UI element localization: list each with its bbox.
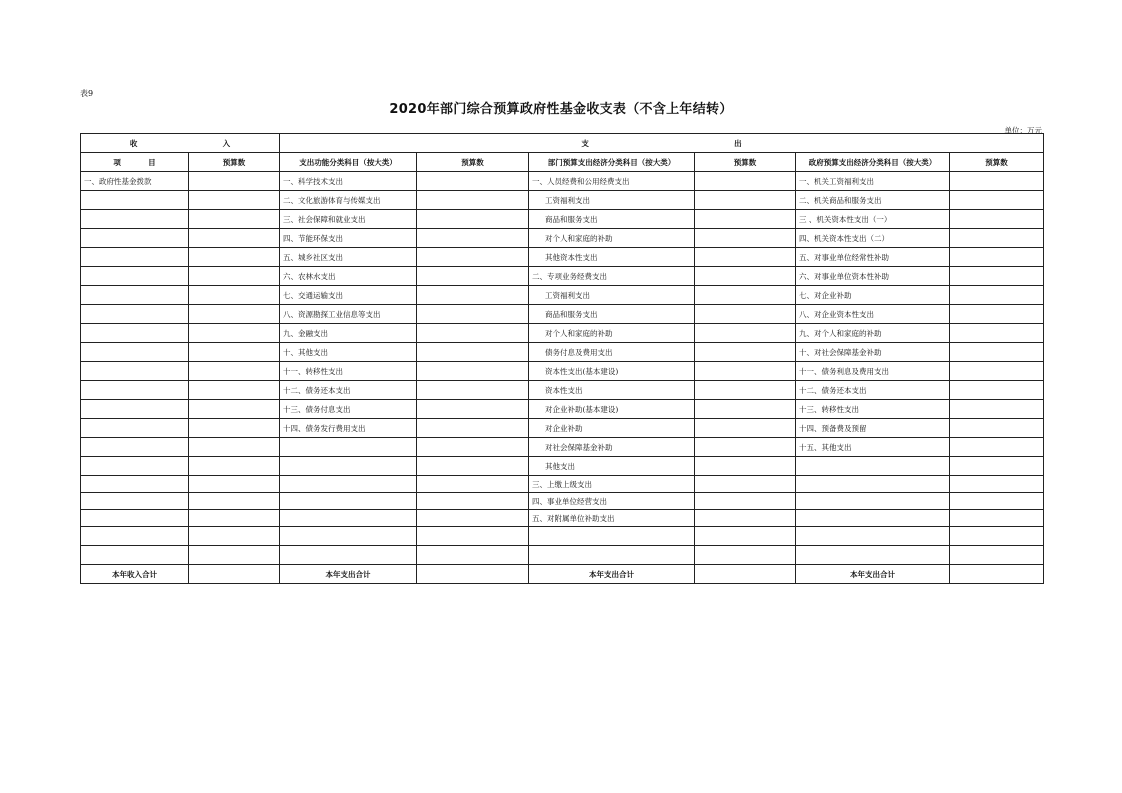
func-amount-cell	[417, 476, 529, 493]
gov-item-cell: 二、机关商品和服务支出	[796, 191, 950, 210]
gov-amount-cell	[950, 527, 1044, 546]
income-item-cell	[81, 438, 189, 457]
table-row	[81, 210, 1044, 229]
gov-item-cell	[796, 527, 950, 546]
income-amount-cell	[189, 172, 280, 191]
income-amount-cell	[189, 305, 280, 324]
func-amount-cell	[417, 510, 529, 527]
income-item-cell	[81, 286, 189, 305]
table-body	[81, 172, 1044, 565]
gov-item-cell: 八、对企业资本性支出	[796, 305, 950, 324]
gov-item-cell: 十四、预备费及预留	[796, 419, 950, 438]
func-amount-cell	[417, 267, 529, 286]
income-amount-cell	[189, 191, 280, 210]
dept-amount-cell	[695, 400, 796, 419]
func-amount-cell	[417, 438, 529, 457]
dept-amount-cell	[695, 191, 796, 210]
dept-amount-cell	[695, 248, 796, 267]
dept-item-cell: 资本性支出	[529, 381, 695, 400]
gov-amount-cell	[950, 210, 1044, 229]
table-row	[81, 438, 1044, 457]
gov-amount-cell	[950, 172, 1044, 191]
col-header-amount-dept: 预算数	[695, 153, 796, 172]
dept-amount-cell	[695, 286, 796, 305]
func-item-cell: 一、科学技术支出	[280, 172, 417, 191]
total-dept-label: 本年支出合计	[529, 565, 695, 584]
table-row	[81, 343, 1044, 362]
gov-amount-cell	[950, 546, 1044, 565]
table-row	[81, 457, 1044, 476]
dept-item-cell: 对企业补助(基本建设)	[529, 400, 695, 419]
gov-item-cell	[796, 476, 950, 493]
income-amount-cell	[189, 527, 280, 546]
income-amount-cell	[189, 457, 280, 476]
income-group-char-2: 入	[222, 138, 231, 148]
unit-label: 单位：万元	[1004, 126, 1042, 135]
income-amount-cell	[189, 362, 280, 381]
func-item-cell: 十一、转移性支出	[280, 362, 417, 381]
func-amount-cell	[417, 457, 529, 476]
dept-item-cell: 其他资本性支出	[529, 248, 695, 267]
table-row	[81, 400, 1044, 419]
gov-item-cell: 十二、债务还本支出	[796, 381, 950, 400]
gov-amount-cell	[950, 229, 1044, 248]
dept-amount-cell	[695, 546, 796, 565]
gov-item-cell	[796, 493, 950, 510]
func-amount-cell	[417, 419, 529, 438]
gov-amount-cell	[950, 400, 1044, 419]
col-header-amount-gov: 预算数	[950, 153, 1044, 172]
gov-amount-cell	[950, 438, 1044, 457]
dept-item-cell: 对个人和家庭的补助	[529, 229, 695, 248]
func-amount-cell	[417, 172, 529, 191]
gov-amount-cell	[950, 324, 1044, 343]
func-item-cell: 五、城乡社区支出	[280, 248, 417, 267]
gov-item-cell	[796, 457, 950, 476]
table-row	[81, 362, 1044, 381]
income-amount-cell	[189, 286, 280, 305]
func-amount-cell	[417, 305, 529, 324]
func-amount-cell	[417, 381, 529, 400]
income-amount-cell	[189, 210, 280, 229]
gov-item-cell: 六、对事业单位资本性补助	[796, 267, 950, 286]
dept-item-cell: 三、上缴上级支出	[529, 476, 695, 493]
dept-amount-cell	[695, 476, 796, 493]
col-header-func: 支出功能分类科目（按大类）	[280, 153, 417, 172]
func-amount-cell	[417, 546, 529, 565]
table-row	[81, 267, 1044, 286]
income-item-cell	[81, 191, 189, 210]
col-header-item-char-2: 目	[148, 157, 156, 167]
income-amount-cell	[189, 229, 280, 248]
func-item-cell: 十四、债务发行费用支出	[280, 419, 417, 438]
table-row	[81, 172, 1044, 191]
income-item-cell	[81, 510, 189, 527]
gov-item-cell: 七、对企业补助	[796, 286, 950, 305]
gov-amount-cell	[950, 510, 1044, 527]
dept-item-cell: 四、事业单位经营支出	[529, 493, 695, 510]
dept-item-cell: 一、人员经费和公用经费支出	[529, 172, 695, 191]
page-title: 2020年部门综合预算政府性基金收支表（不含上年结转）	[389, 102, 733, 117]
income-amount-cell	[189, 510, 280, 527]
dept-item-cell: 工资福利支出	[529, 286, 695, 305]
income-amount-cell	[189, 343, 280, 362]
func-item-cell: 十二、债务还本支出	[280, 381, 417, 400]
dept-amount-cell	[695, 527, 796, 546]
income-group-header	[81, 134, 280, 153]
dept-amount-cell	[695, 324, 796, 343]
func-amount-cell	[417, 400, 529, 419]
func-item-cell	[280, 476, 417, 493]
total-income-amount	[189, 565, 280, 584]
func-item-cell: 十、其他支出	[280, 343, 417, 362]
total-gov-amount	[950, 565, 1044, 584]
table-row	[81, 248, 1044, 267]
income-amount-cell	[189, 267, 280, 286]
totals-row	[81, 565, 1044, 584]
dept-amount-cell	[695, 457, 796, 476]
table-row	[81, 191, 1044, 210]
total-income-label: 本年收入合计	[81, 565, 189, 584]
income-amount-cell	[189, 400, 280, 419]
gov-item-cell: 三 、机关资本性支出（一）	[796, 210, 950, 229]
dept-item-cell: 其他支出	[529, 457, 695, 476]
income-amount-cell	[189, 438, 280, 457]
gov-amount-cell	[950, 343, 1044, 362]
func-item-cell	[280, 510, 417, 527]
income-amount-cell	[189, 493, 280, 510]
func-amount-cell	[417, 527, 529, 546]
gov-item-cell: 十三、转移性支出	[796, 400, 950, 419]
func-item-cell: 四、节能环保支出	[280, 229, 417, 248]
func-amount-cell	[417, 191, 529, 210]
func-amount-cell	[417, 210, 529, 229]
income-item-cell	[81, 400, 189, 419]
dept-item-cell: 对社会保障基金补助	[529, 438, 695, 457]
gov-amount-cell	[950, 362, 1044, 381]
gov-amount-cell	[950, 267, 1044, 286]
income-item-cell	[81, 527, 189, 546]
income-group-char-1: 收	[129, 138, 138, 148]
income-item-cell	[81, 457, 189, 476]
gov-item-cell	[796, 546, 950, 565]
table-row	[81, 229, 1044, 248]
table-row	[81, 493, 1044, 510]
gov-amount-cell	[950, 419, 1044, 438]
income-amount-cell	[189, 476, 280, 493]
budget-table	[80, 133, 1044, 584]
income-item-cell	[81, 210, 189, 229]
total-gov-label: 本年支出合计	[796, 565, 950, 584]
gov-amount-cell	[950, 305, 1044, 324]
func-item-cell: 十三、债务付息支出	[280, 400, 417, 419]
func-item-cell: 三、社会保障和就业支出	[280, 210, 417, 229]
func-item-cell	[280, 546, 417, 565]
gov-amount-cell	[950, 493, 1044, 510]
gov-item-cell: 十五、其他支出	[796, 438, 950, 457]
func-amount-cell	[417, 286, 529, 305]
func-item-cell	[280, 438, 417, 457]
gov-item-cell: 十一、债务利息及费用支出	[796, 362, 950, 381]
total-dept-amount	[695, 565, 796, 584]
func-item-cell: 九、金融支出	[280, 324, 417, 343]
func-amount-cell	[417, 248, 529, 267]
func-item-cell: 七、交通运输支出	[280, 286, 417, 305]
income-amount-cell	[189, 324, 280, 343]
dept-amount-cell	[695, 510, 796, 527]
gov-amount-cell	[950, 381, 1044, 400]
dept-item-cell: 五、对附属单位补助支出	[529, 510, 695, 527]
group-header-row	[81, 134, 1044, 153]
dept-amount-cell	[695, 343, 796, 362]
gov-item-cell: 九、对个人和家庭的补助	[796, 324, 950, 343]
income-item-cell	[81, 493, 189, 510]
dept-amount-cell	[695, 438, 796, 457]
gov-amount-cell	[950, 476, 1044, 493]
dept-amount-cell	[695, 172, 796, 191]
total-func-amount	[417, 565, 529, 584]
dept-item-cell: 债务付息及费用支出	[529, 343, 695, 362]
table-row	[81, 527, 1044, 546]
dept-item-cell: 商品和服务支出	[529, 210, 695, 229]
func-item-cell: 二、文化旅游体育与传媒支出	[280, 191, 417, 210]
expense-group-char-1: 支	[581, 138, 589, 148]
column-header-row	[81, 153, 1044, 172]
gov-item-cell: 一、机关工资福利支出	[796, 172, 950, 191]
income-item-cell	[81, 362, 189, 381]
income-item-cell	[81, 248, 189, 267]
gov-item-cell: 四、机关资本性支出（二）	[796, 229, 950, 248]
income-amount-cell	[189, 381, 280, 400]
income-item-cell	[81, 476, 189, 493]
dept-amount-cell	[695, 381, 796, 400]
dept-item-cell	[529, 527, 695, 546]
income-item-cell	[81, 419, 189, 438]
dept-amount-cell	[695, 305, 796, 324]
dept-item-cell: 商品和服务支出	[529, 305, 695, 324]
income-item-cell	[81, 546, 189, 565]
income-item-cell	[81, 229, 189, 248]
gov-amount-cell	[950, 286, 1044, 305]
dept-item-cell: 二、专项业务经费支出	[529, 267, 695, 286]
gov-item-cell	[796, 510, 950, 527]
gov-item-cell: 五、对事业单位经常性补助	[796, 248, 950, 267]
func-amount-cell	[417, 362, 529, 381]
dept-amount-cell	[695, 210, 796, 229]
dept-item-cell: 资本性支出(基本建设)	[529, 362, 695, 381]
func-amount-cell	[417, 493, 529, 510]
dept-amount-cell	[695, 362, 796, 381]
income-item-cell	[81, 324, 189, 343]
col-header-item-char-1: 项	[113, 157, 121, 167]
dept-amount-cell	[695, 229, 796, 248]
func-item-cell	[280, 527, 417, 546]
dept-amount-cell	[695, 419, 796, 438]
gov-amount-cell	[950, 457, 1044, 476]
dept-amount-cell	[695, 493, 796, 510]
expense-group-header	[280, 134, 1044, 153]
table-row	[81, 286, 1044, 305]
col-header-item	[81, 153, 189, 172]
expense-group-char-2: 出	[734, 138, 742, 148]
gov-amount-cell	[950, 191, 1044, 210]
table-number: 表9	[80, 89, 94, 98]
income-item-cell	[81, 343, 189, 362]
col-header-gov: 政府预算支出经济分类科目（按大类）	[796, 153, 950, 172]
income-amount-cell	[189, 419, 280, 438]
table-row	[81, 419, 1044, 438]
table-row	[81, 305, 1044, 324]
table-row	[81, 324, 1044, 343]
dept-item-cell: 对个人和家庭的补助	[529, 324, 695, 343]
func-item-cell	[280, 457, 417, 476]
func-item-cell: 六、农林水支出	[280, 267, 417, 286]
income-amount-cell	[189, 248, 280, 267]
income-item-cell: 一、政府性基金拨款	[81, 172, 189, 191]
dept-item-cell	[529, 546, 695, 565]
table-row	[81, 476, 1044, 493]
col-header-dept: 部门预算支出经济分类科目（按大类）	[529, 153, 695, 172]
func-amount-cell	[417, 343, 529, 362]
gov-amount-cell	[950, 248, 1044, 267]
col-header-amount-func: 预算数	[417, 153, 529, 172]
gov-item-cell: 十、对社会保障基金补助	[796, 343, 950, 362]
table-row	[81, 381, 1044, 400]
income-item-cell	[81, 267, 189, 286]
dept-item-cell: 对企业补助	[529, 419, 695, 438]
dept-item-cell: 工资福利支出	[529, 191, 695, 210]
func-item-cell	[280, 493, 417, 510]
func-amount-cell	[417, 324, 529, 343]
table-row	[81, 510, 1044, 527]
func-amount-cell	[417, 229, 529, 248]
table-row	[81, 546, 1044, 565]
dept-amount-cell	[695, 267, 796, 286]
total-func-label: 本年支出合计	[280, 565, 417, 584]
col-header-amount-income: 预算数	[189, 153, 280, 172]
income-item-cell	[81, 381, 189, 400]
income-amount-cell	[189, 546, 280, 565]
func-item-cell: 八、资源勘探工业信息等支出	[280, 305, 417, 324]
income-item-cell	[81, 305, 189, 324]
